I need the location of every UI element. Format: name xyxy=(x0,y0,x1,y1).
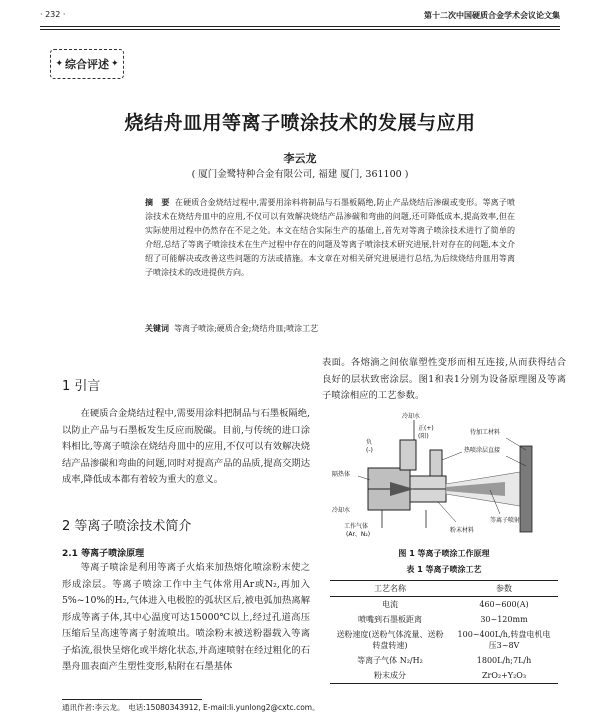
label-positive: 正(+) xyxy=(418,425,434,432)
substrate-plate xyxy=(520,446,532,532)
header-rule xyxy=(40,26,560,27)
page-number: · 232 · xyxy=(40,10,66,19)
label-workpiece: 待加工材料 xyxy=(470,429,501,436)
table-cell: 喷嘴到石墨板距离 xyxy=(358,615,422,624)
section-badge-label: 综合评述 xyxy=(65,58,109,71)
star-icon: ✦ xyxy=(55,59,63,69)
author: 李云龙 xyxy=(283,152,317,165)
table-1-caption: 表 1 等离子喷涂工艺 xyxy=(406,565,482,574)
table-cell: 电流 xyxy=(382,600,398,609)
principle-text: 等离子喷涂是利用等离子火焰来加热熔化喷涂粉末使之形成涂层。等离子喷涂工作中主气体常用Ar或N₂,再加入5%~10%的H₂,气体进入电极腔的弧状区后,被电弧加热离解形成等离子体,其中心温度可达15000℃以上,经过孔道高压压缩后呈高速等离子射流喷出。喷涂粉末被送粉器载入等离子焰流,很快呈熔化或半熔化状态,并高速喷射在经过粗化的石墨舟皿表面产生塑性变形,粘附在石墨基体 xyxy=(62,562,310,672)
abstract-label: 摘 要 xyxy=(145,198,170,207)
section-heading-plasma-spray: 2 等离子喷涂技术简介 xyxy=(62,519,192,534)
table-row xyxy=(330,612,558,627)
article-title: 烧结舟皿用等离子喷涂技术的发展与应用 xyxy=(124,112,476,134)
keywords-label: 关键词 xyxy=(145,324,169,333)
table-cell: 送粉速度(送粉气体流量、送粉转盘转速) xyxy=(336,630,444,650)
table-header-cell: 参数 xyxy=(496,584,512,593)
abstract-text: 在硬质合金烧结过程中,需要用涂料将制品与石墨板隔绝,防止产品烧结后渗碳或变形。等离子喷涂技术在烧结舟皿中的应用,不仅可以有效解决烧结产品渗碳和弯曲的问题,还可降低成本,提高效率,但在实际使用过程中仍然存在不足之处。本文在结合实际生产的基础上,首先对等离子喷涂技术进行了简单的介绍,总结了等离子喷涂技术在生产过程中存在的问题及等离子喷涂技术研究进展,针对存在的问题,本文介绍了可能解决或改善这些问题的方法或措施。本文章在对相关研究进展进行总结,为后续烧结舟皿用等离子喷涂技术的改进提供方向。 xyxy=(145,198,515,277)
subsection-heading-principle: 2.1 等离子喷涂原理 xyxy=(62,549,145,559)
continuation-text: 表面。各熔滴之间依靠塑性变形而相互连接,从而获得结合良好的层状致密涂层。图1和表1分别为设备原理图及等离子喷涂相应的工艺参数。 xyxy=(322,357,566,401)
table-cell: 460~600(A) xyxy=(479,600,529,609)
table-cell: 粉末成分 xyxy=(374,671,406,680)
section-badge xyxy=(50,49,124,79)
process-parameter-table xyxy=(330,580,558,684)
table-cell: ZrO₂+Y₂O₃ xyxy=(481,671,527,680)
abstract xyxy=(145,196,515,280)
label-negative: 负 xyxy=(366,439,373,446)
principle-paragraph xyxy=(62,560,310,676)
section-heading-introduction: 1 引言 xyxy=(62,379,101,394)
label-coolant-top: 冷却水 xyxy=(402,413,421,420)
introduction-text: 在硬质合金烧结过程中,需要用涂料把制品与石墨板隔绝,以防止产品与石墨板发生反应而脱碳。目前,与传统的进口涂料相比,等离子喷涂在烧结舟皿中的应用,不仅可以有效解决烧结产品渗碳和弯曲的问题,同时对提高产品的品质,提高交期达成率,降低成本都有着较为重大的意义。 xyxy=(62,408,310,485)
table-row xyxy=(330,653,558,668)
table-cell: 等离子气体 N₂/H₂ xyxy=(357,656,423,665)
label-powder: 粉末材料 xyxy=(450,527,475,534)
label-gas-sub: (Ar、N₂) xyxy=(346,531,371,538)
introduction-paragraph xyxy=(62,406,310,489)
footnote-rule xyxy=(62,699,202,700)
plasma-spray-diagram xyxy=(330,410,560,545)
table-row xyxy=(330,597,558,613)
table-row xyxy=(330,668,558,684)
label-insulator: 隔热体 xyxy=(332,471,351,478)
keywords xyxy=(145,323,515,334)
table-header-row xyxy=(330,581,558,597)
label-negative-sub: (-) xyxy=(366,447,373,454)
continuation-paragraph xyxy=(322,355,566,405)
label-plasma-jet: 等离子喷射 xyxy=(490,517,521,524)
table-row xyxy=(330,627,558,653)
label-coating: 热喷涂层直接 xyxy=(464,447,501,454)
spray-gun-body xyxy=(368,440,446,510)
keywords-text: 等离子喷涂;硬质合金;烧结舟皿;喷涂工艺 xyxy=(174,324,319,333)
affiliation: ( 厦门金鹭特种合金有限公司, 福建 厦门, 361100 ) xyxy=(191,169,409,180)
label-coolant-bottom: 冷却水 xyxy=(332,507,351,514)
label-positive-sub: (阳) xyxy=(418,433,429,440)
table-cell: 1800L/h;7L/h xyxy=(476,656,532,665)
journal-header: 第十二次中国硬质合金学术会议论文集 xyxy=(424,11,560,20)
table-cell: 100~400L/h,转盘电机电压3~8V xyxy=(457,630,551,650)
table-header-cell: 工艺名称 xyxy=(374,584,406,593)
header-rule-thin xyxy=(40,29,560,30)
table-cell: 30~120mm xyxy=(480,615,528,624)
figure-1-caption: 图 1 等离子喷涂工作原理 xyxy=(398,549,490,558)
footnote: 通讯作者:李云龙。 电话:15080343912, E-mail:li.yunlong2@cxtc.com。 xyxy=(62,703,320,712)
star-icon: ✦ xyxy=(111,59,119,69)
label-gas: 工作气体 xyxy=(344,523,369,530)
plasma-flame xyxy=(446,472,520,506)
